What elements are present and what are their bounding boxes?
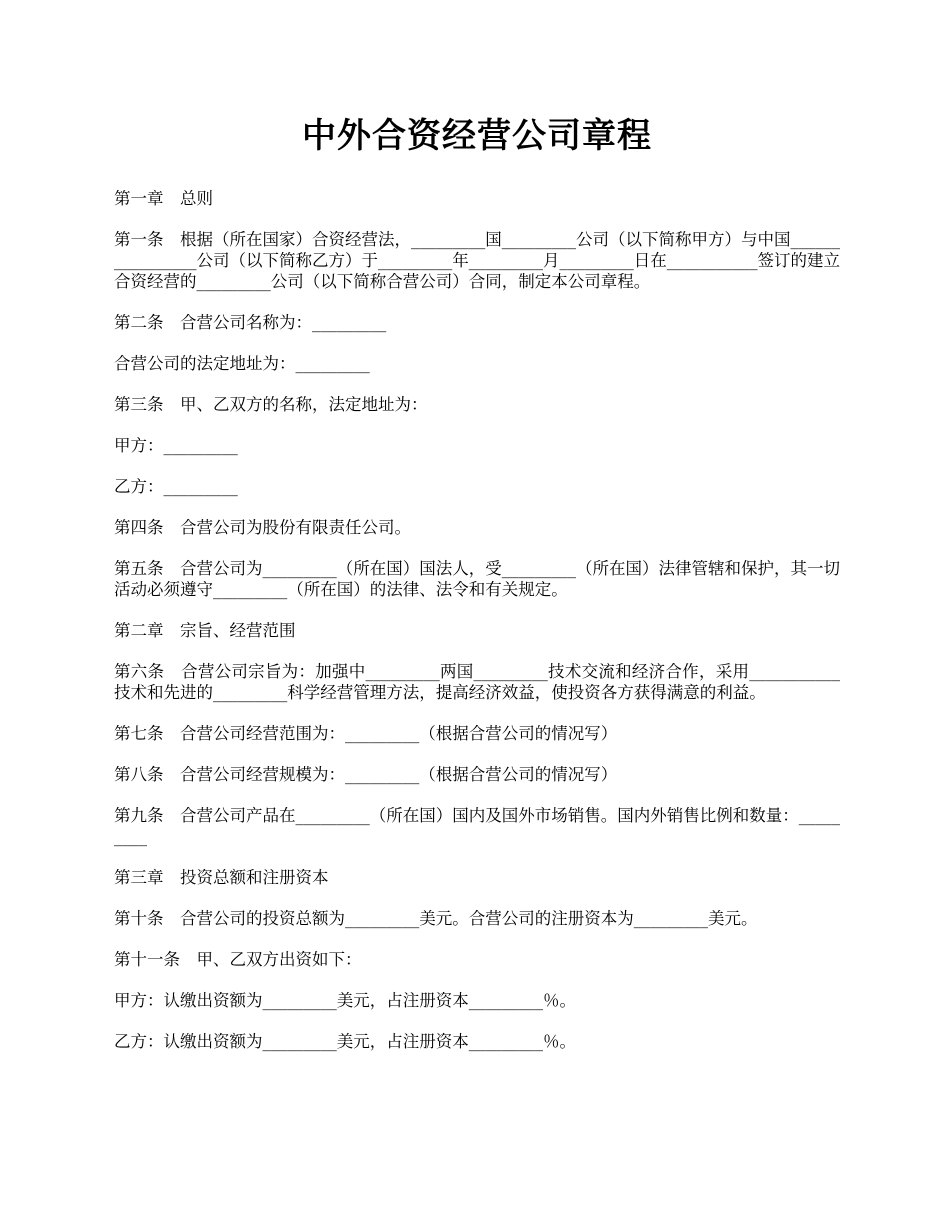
chapter-1-heading: 第一章 总则 xyxy=(114,189,213,208)
chapter-2-heading: 第二章 宗旨、经营范围 xyxy=(114,621,296,640)
article-10: 第十条 合营公司的投资总额为_________美元。合营公司的注册资本为_________美元。 xyxy=(114,909,758,928)
article-8: 第八条 合营公司经营规模为：_________（根据合营公司的情况写） xyxy=(114,765,618,784)
article-2-company-name: 第二条 合营公司名称为：_________ xyxy=(114,313,387,332)
article-7: 第七条 合营公司经营范围为：_________（根据合营公司的情况写） xyxy=(114,724,618,743)
article-11: 第十一条 甲、乙双方出资如下： xyxy=(114,950,362,969)
chapter-3-heading: 第三章 投资总额和注册资本 xyxy=(114,868,329,887)
party-a-contribution: 甲方：认缴出资额为_________美元，占注册资本_________％。 xyxy=(114,991,576,1010)
document-title: 中外合资经营公司章程 xyxy=(302,116,652,156)
legal-address: 合营公司的法定地址为：_________ xyxy=(114,354,370,373)
article-1: 第一条 根据（所在国家）合资经营法，_________国_________公司（以下简称甲方）与中国________________公司（以下简称乙方）于_________年_________月_________日在___________签订的建立合资经营的_________公司（以下简称合营公司）合同，制定本公司章程。 xyxy=(114,230,840,291)
document-page xyxy=(114,110,840,1072)
party-b-contribution: 乙方：认缴出资额为_________美元，占注册资本_________％。 xyxy=(114,1032,576,1051)
article-5: 第五条 合营公司为_________（所在国）国法人，受_________（所在国）法律管辖和保护，其一切活动必须遵守_________（所在国）的法律、法令和有关规定。 xyxy=(114,559,840,599)
article-4: 第四条 合营公司为股份有限责任公司。 xyxy=(114,518,411,537)
party-a: 甲方：_________ xyxy=(114,436,238,455)
party-b: 乙方：_________ xyxy=(114,477,238,496)
article-6: 第六条 合营公司宗旨为：加强中_________两国_________技术交流和经济合作，采用___________技术和先进的_________科学经营管理方法，提高经济效益，使投资各方获得满意的利益。 xyxy=(114,662,840,702)
article-3: 第三条 甲、乙双方的名称，法定地址为： xyxy=(114,395,428,414)
article-9: 第九条 合营公司产品在_________（所在国）国内及国外市场销售。国内外销售比例和数量：_________ xyxy=(114,806,840,846)
